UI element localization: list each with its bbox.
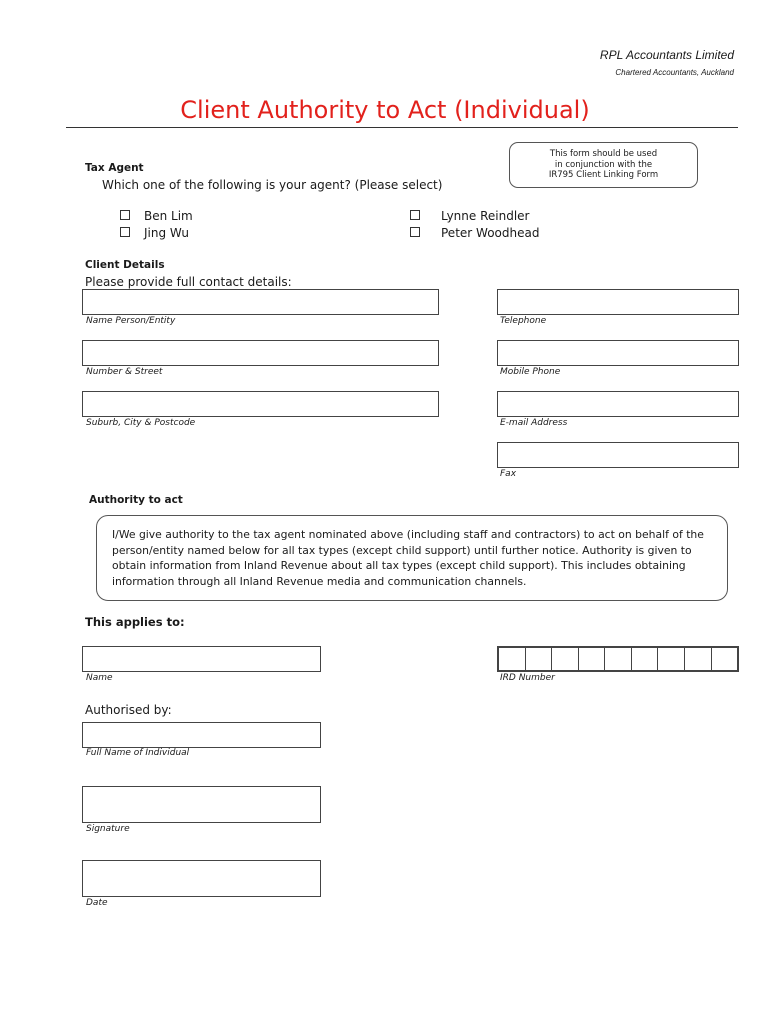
checkbox-ben-lim[interactable] [120, 210, 130, 220]
ird-digit-cell[interactable] [632, 648, 659, 670]
full-name-field[interactable] [82, 722, 321, 748]
ird-digit-cell[interactable] [552, 648, 579, 670]
name-entity-field[interactable] [82, 289, 439, 315]
ird-digit-cell[interactable] [579, 648, 606, 670]
signature-field[interactable] [82, 786, 321, 823]
tax-agent-heading: Tax Agent [85, 162, 144, 174]
authority-heading: Authority to act [89, 494, 183, 506]
authorised-heading: Authorised by: [85, 703, 172, 717]
name-entity-label: Name Person/Entity [86, 316, 176, 326]
linking-form-note [509, 142, 698, 188]
option-label-ben-lim: Ben Lim [144, 209, 193, 223]
suburb-label: Suburb, City & Postcode [86, 418, 196, 428]
authority-line-4: information through all Inland Revenue media and communication channels. [112, 574, 527, 588]
checkbox-jing-wu[interactable] [120, 227, 130, 237]
applies-name-field[interactable] [82, 646, 321, 672]
option-label-lynne-reindler: Lynne Reindler [441, 209, 530, 223]
tax-agent-question: Which one of the following is your agent? (Please select) [102, 178, 443, 192]
option-label-jing-wu: Jing Wu [144, 226, 189, 240]
applies-heading: This applies to: [85, 615, 185, 629]
authority-line-3: obtain information from Inland Revenue about all tax types (except child support). This includes obtaining [112, 559, 686, 572]
ird-digit-cell[interactable] [658, 648, 685, 670]
checkbox-peter-woodhead[interactable] [410, 227, 420, 237]
ird-number-field[interactable] [497, 646, 739, 672]
note-line-1: This form should be used [549, 149, 658, 159]
suburb-field[interactable] [82, 391, 439, 417]
ird-number-label: IRD Number [500, 673, 555, 683]
checkbox-lynne-reindler[interactable] [410, 210, 420, 220]
authority-line-2: person/entity named below for all tax types (except child support) until further notice. Authority is given to [112, 543, 692, 557]
street-field[interactable] [82, 340, 439, 366]
ird-digit-cell[interactable] [605, 648, 632, 670]
authority-statement [96, 515, 728, 601]
company-name: RPL Accountants Limited [599, 48, 734, 62]
email-field[interactable] [497, 391, 739, 417]
client-details-heading: Client Details [85, 259, 165, 271]
mobile-field[interactable] [497, 340, 739, 366]
date-field[interactable] [82, 860, 321, 897]
form-title: Client Authority to Act (Individual) [180, 96, 590, 124]
mobile-label: Mobile Phone [500, 367, 561, 377]
ird-digit-cell[interactable] [526, 648, 553, 670]
note-line-2: in conjunction with the [554, 159, 653, 170]
fax-label: Fax [500, 469, 517, 479]
full-name-label: Full Name of Individual [86, 748, 190, 758]
street-label: Number & Street [86, 367, 163, 377]
note-line-3: IR795 Client Linking Form [548, 170, 659, 180]
ird-digit-cell[interactable] [685, 648, 712, 670]
applies-name-label: Name [86, 673, 113, 683]
ird-digit-cell[interactable] [499, 648, 526, 670]
date-label: Date [86, 898, 108, 908]
fax-field[interactable] [497, 442, 739, 468]
company-subtitle: Chartered Accountants, Auckland [615, 68, 734, 77]
title-divider [66, 127, 738, 128]
option-label-peter-woodhead: Peter Woodhead [441, 226, 540, 240]
email-label: E-mail Address [500, 418, 568, 428]
ird-digit-cell[interactable] [712, 648, 738, 670]
client-details-prompt: Please provide full contact details: [85, 275, 292, 289]
telephone-label: Telephone [500, 316, 547, 326]
authority-line-1: I/We give authority to the tax agent nominated above (including staff and contractors) to act on behalf of the [112, 528, 704, 541]
telephone-field[interactable] [497, 289, 739, 315]
signature-label: Signature [86, 824, 130, 834]
